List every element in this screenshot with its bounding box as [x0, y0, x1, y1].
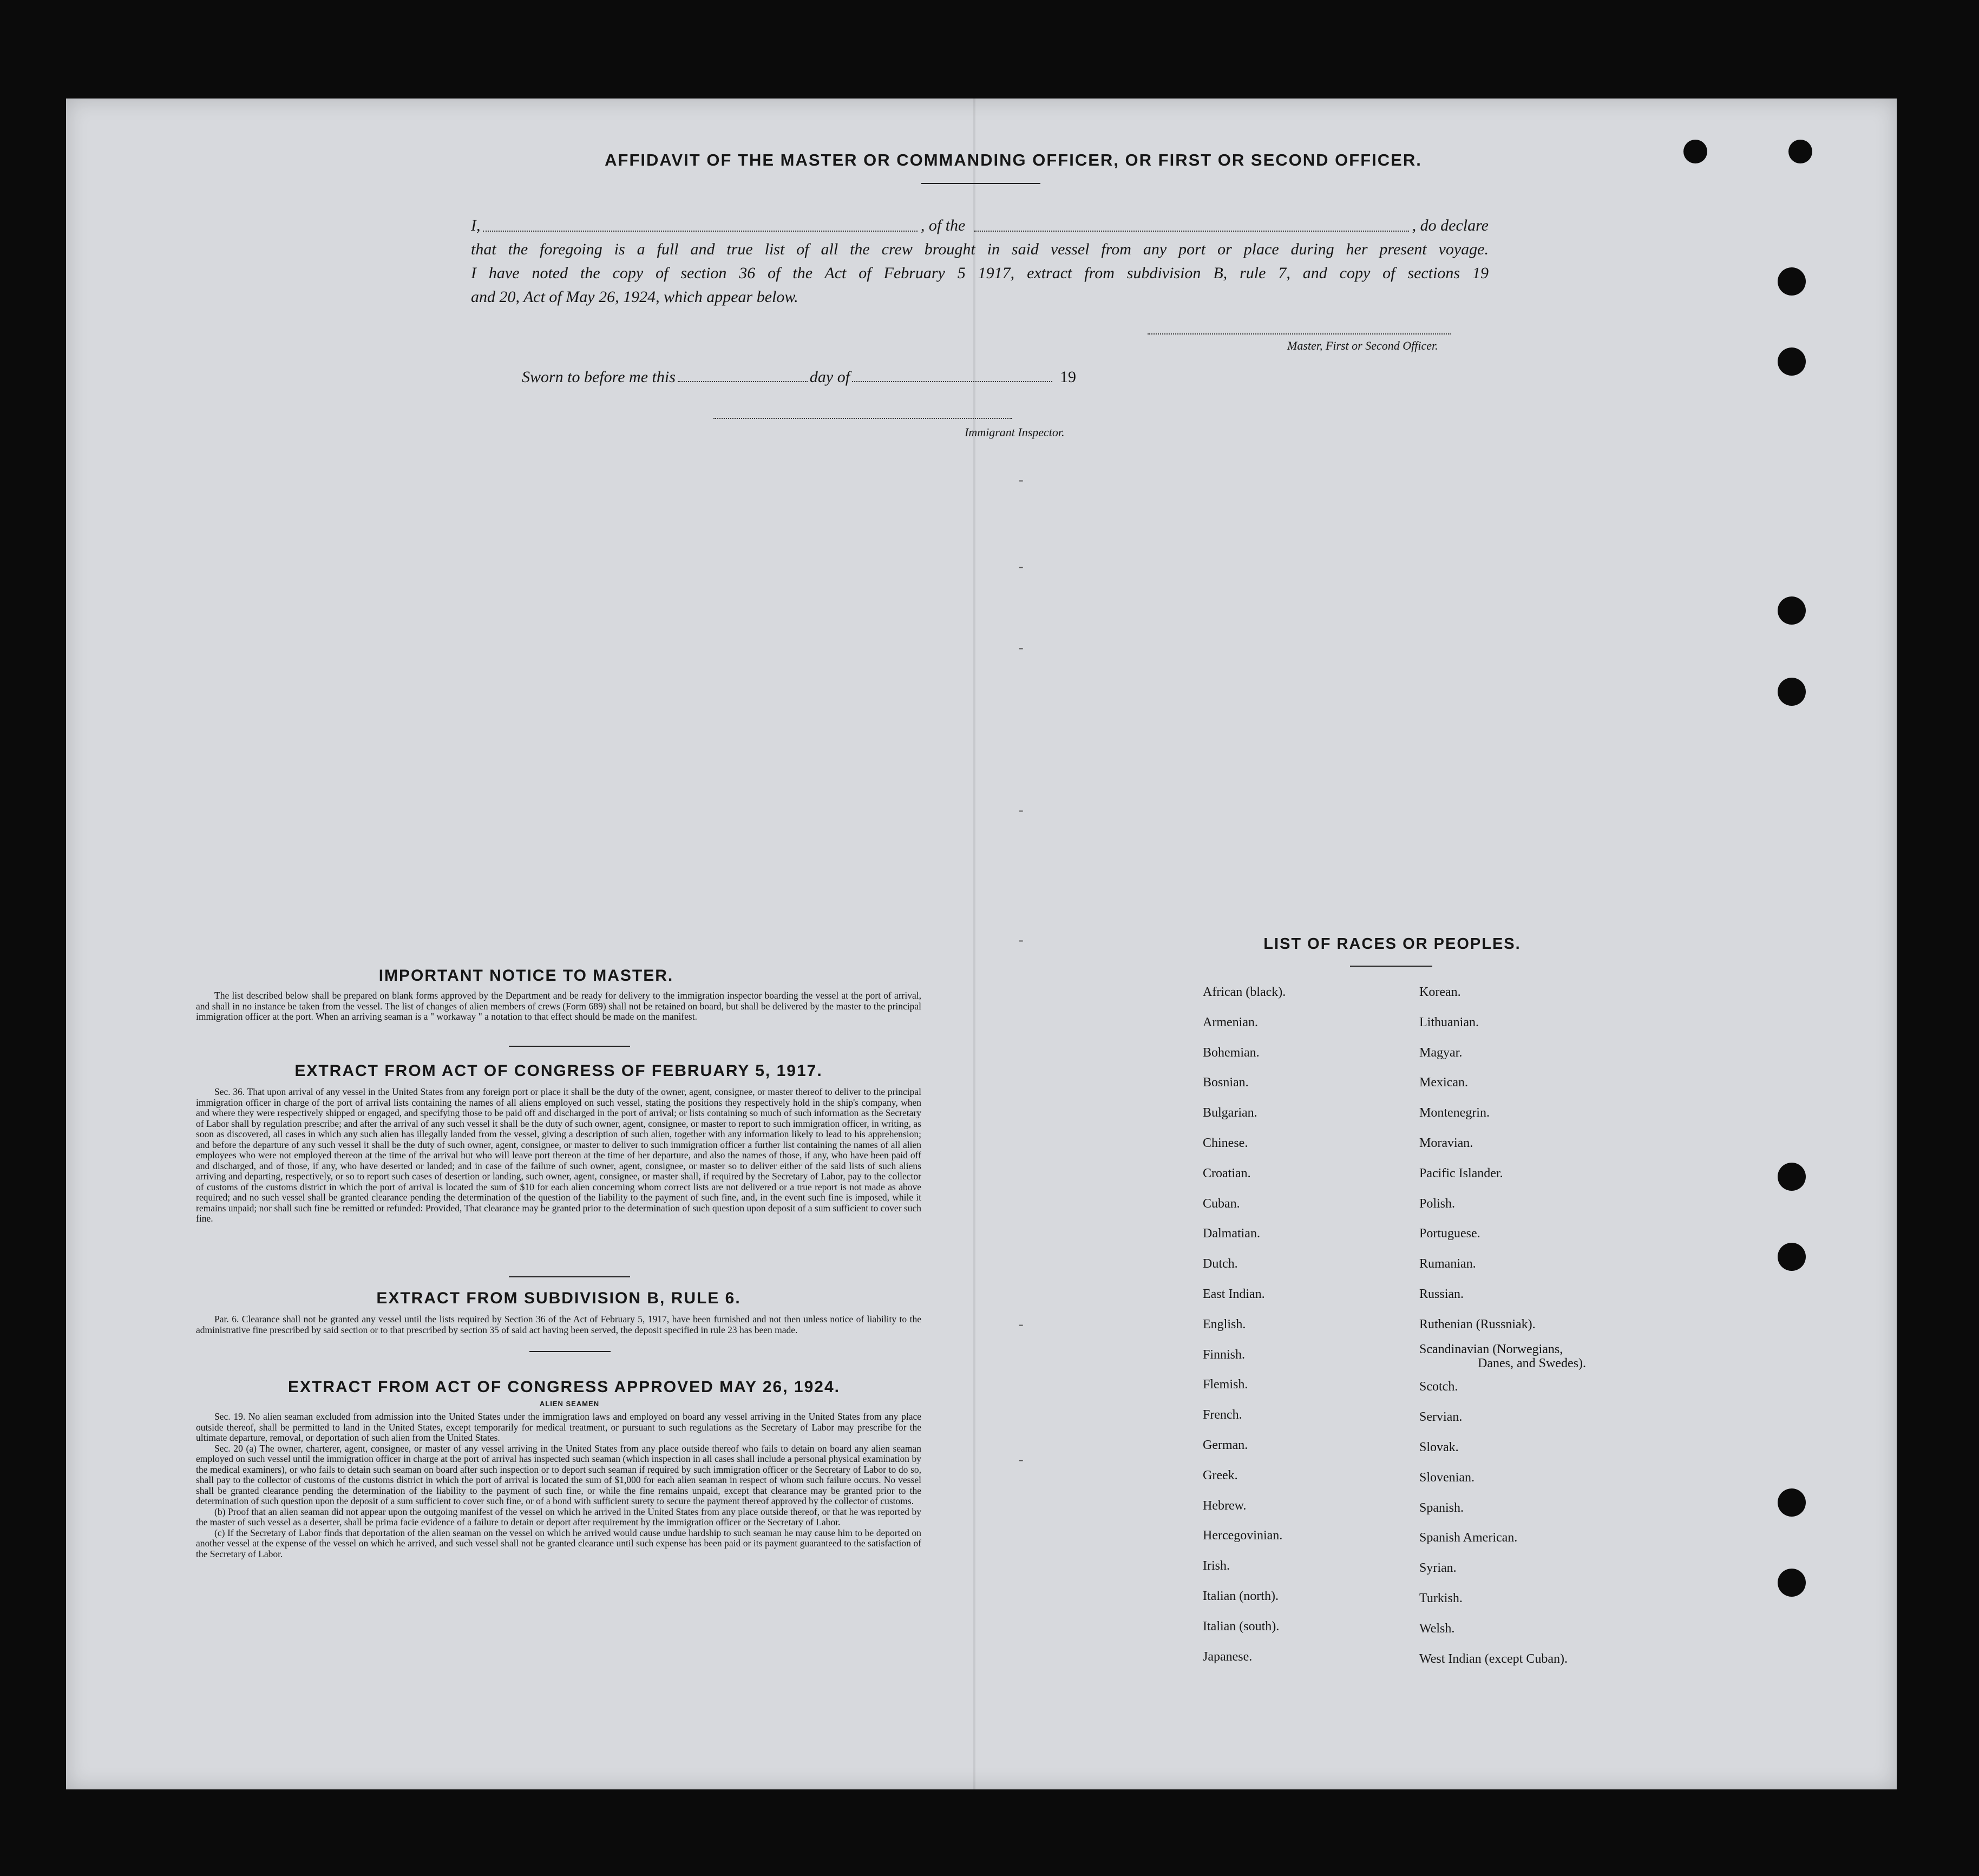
affidavit-line-3: I have noted the copy of section 36 of the Act of February 5 1917, extract from subdivision B, rule 7, and copy of sections 19: [471, 264, 1489, 282]
inspector-signature-line: [713, 418, 1012, 419]
subdivision-heading: EXTRACT FROM SUBDIVISION B, RULE 6.: [376, 1289, 741, 1307]
sworn-to-before: Sworn to before me this: [522, 368, 676, 386]
affidavit-line-4: and 20, Act of May 26, 1924, which appear below.: [471, 288, 798, 306]
affidavit-of-the: , of the: [920, 217, 966, 234]
inspector-caption: Immigrant Inspector.: [965, 425, 1065, 439]
sec-20b-paragraph: (b) Proof that an alien seaman did not appear upon the outgoing manifest of the vessel on which he arrived in the United States from any place outside thereof, or that he was reported by the master of such vessel as a deserter, shall be prima facie evidence of a failure to detain or deport after requirement by the immigration officer or the Secretary of Labor.: [196, 1506, 921, 1527]
race-item: German.: [1203, 1438, 1248, 1452]
race-item: French.: [1203, 1408, 1242, 1422]
scan-mark: -: [1019, 802, 1024, 818]
master-signature-line: [1148, 333, 1451, 334]
punch-hole: [1778, 267, 1806, 296]
scan-mark: -: [1019, 1452, 1024, 1467]
race-item: Japanese.: [1203, 1649, 1253, 1664]
sworn-year: 19: [1060, 368, 1077, 386]
race-item: East Indian.: [1203, 1287, 1265, 1301]
punch-hole: [1778, 1569, 1806, 1597]
affidavit-line-1: [471, 217, 1489, 235]
race-item: Bosnian.: [1203, 1075, 1249, 1090]
extract-1917-paragraph: Sec. 36. That upon arrival of any vessel in the United States from any foreign port or place it shall be the duty of the owner, agent, consignee, or master thereof to deliver to the principal immigration officer in charge of the port of arrival lists containing the names of all aliens employed on such vessel, stating the positions they respectively hold in the ship's company, when and where they were respectively shipped or engaged, and specifying those to be paid off and discharged in the port of arrival; or lists containing so much of such information as the Secretary of Labor shall by regulation prescribe; and after the arrival of any such vessel it shall be the duty of such owner, agent, consignee, or master to report to such immigration officer, in writing, as soon as discovered, all cases in which any such alien has illegally landed from the vessel, giving a description of such alien, together with any information likely to lead to his apprehension; and before the departure of any such vessel it shall be the duty of such owner, agent, consignee, or master to deliver to such immigration officer a further list containing the names of all alien employees who were not employed thereon at the time of the arrival but who will leave port thereon at the time of her departure, and also the names of those, if any, who have been paid off and discharged, and of those, if any, who have deserted or landed; and in case of the failure of such owner, agent, consignee, or master so to deliver either of the said lists of such aliens arriving and departing, respectively, or so to report such cases of desertion or landing, such owner, agent, consignee, or master shall, if required by the Secretary of Labor, pay to the collector of customs of the customs district in which the port of arrival is located the sum of $10 for each alien concerning whom correct lists are not delivered or a true report is not made as above required; and no such vessel shall be granted clearance pending the determination of the question of the liability to the payment of such fine, and, in the event such fine is imposed, while it remains unpaid; nor shall such fine be remitted or refunded: Provided, That clearance may be granted prior to the determination of such question upon deposit of a sum sufficient to cover such fine.: [196, 1086, 921, 1224]
affidavit-heading-rule: [921, 183, 1040, 184]
punch-hole: [1778, 596, 1806, 625]
race-item: Polish.: [1419, 1196, 1456, 1211]
alien-seamen-subheading: ALIEN SEAMEN: [539, 1400, 600, 1408]
race-item: Bohemian.: [1203, 1045, 1260, 1060]
race-item: West Indian (except Cuban).: [1419, 1651, 1568, 1666]
scan-mark: -: [1019, 559, 1024, 574]
race-item: Ruthenian (Russniak).: [1419, 1317, 1536, 1331]
race-item: Hercegovinian.: [1203, 1529, 1283, 1543]
affidavit-heading: AFFIDAVIT OF THE MASTER OR COMMANDING OFFICER, OR FIRST OR SECOND OFFICER.: [605, 150, 1422, 169]
sworn-line: [522, 368, 1166, 386]
punch-hole: [1778, 1243, 1806, 1271]
notice-rule: [509, 1046, 630, 1047]
race-item: Spanish American.: [1419, 1531, 1518, 1545]
race-item: Flemish.: [1203, 1378, 1248, 1392]
scan-mark: -: [1019, 640, 1024, 655]
race-item-multiline: [1419, 1340, 1586, 1373]
race-item: Croatian.: [1203, 1166, 1251, 1180]
race-item: Italian (north).: [1203, 1589, 1279, 1603]
punch-hole: [1778, 1488, 1806, 1517]
notice-heading: IMPORTANT NOTICE TO MASTER.: [378, 967, 674, 985]
sworn-month-blank: [852, 368, 1052, 382]
affidavit-i: I,: [471, 217, 481, 234]
races-heading: LIST OF RACES OR PEOPLES.: [1263, 935, 1521, 953]
scan-mark: -: [1019, 472, 1024, 488]
punch-hole: [1778, 347, 1806, 376]
sworn-day-blank: [678, 368, 808, 382]
races-left-column: [1203, 978, 1286, 1672]
sec-20a-paragraph: Sec. 20 (a) The owner, charterer, agent, consignee, or master of any vessel arriving in the United States from any place outside thereof who fails to detain on board any alien seaman employed on such vessel until the immigration officer in charge at the port of arrival has inspected such seaman (which inspection in all cases shall include a personal physical examination by the medical examiners), or who fails to detain such seaman on board after such inspection or to deport such seaman if required by such immigration officer or the Secretary of Labor to do so, shall pay to the collector of customs of the customs district in which the port of arrival is located the sum of $1,000 for each alien seaman in respect of whom such failure occurs. No vessel shall be granted clearance pending the determination of the liability to the payment of such fine, or while the fine remains unpaid, except that clearance may be granted prior to the determination of such question upon the deposit of a sum sufficient to cover such fine, or of a bond with sufficient surety to secure the payment thereof approved by the collector of customs.: [196, 1442, 921, 1506]
race-item: Scandinavian (Norwegians,: [1419, 1342, 1563, 1356]
race-item: Portuguese.: [1419, 1226, 1480, 1241]
punch-hole: [1778, 1163, 1806, 1191]
scan-mark: -: [1019, 1316, 1024, 1332]
punch-hole: [1788, 140, 1812, 163]
race-item: Mexican.: [1419, 1075, 1468, 1090]
race-item: Cuban.: [1203, 1196, 1240, 1211]
subdivision-paragraph: Par. 6. Clearance shall not be granted any vessel until the lists required by Section 36 of the Act of February 5, 1917, have been furnished and not then unless notice of liability to the administrative fine prescribed by said section or to that prescribed by section 35 of said act having been served, the deposit specified in rule 23 has been made.: [196, 1314, 921, 1335]
race-item: Magyar.: [1419, 1045, 1463, 1060]
race-item: Syrian.: [1419, 1561, 1457, 1576]
race-item: Moravian.: [1419, 1136, 1473, 1150]
punch-hole: [1778, 678, 1806, 706]
sworn-day-of: day of: [809, 368, 850, 386]
sec-20c-paragraph: (c) If the Secretary of Labor finds that deportation of the alien seaman on the vessel on which he arrived would cause undue hardship to such seaman he may cause him to be deported on another vessel at the expense of the vessel on which he arrived, and such vessel shall not be granted clearance until such expense has been paid or its payment guaranteed to the satisfaction of the Secretary of Labor.: [196, 1527, 921, 1559]
extract-1917-heading: EXTRACT FROM ACT OF CONGRESS OF FEBRUARY 5, 1917.: [294, 1062, 823, 1080]
document-sheet: [66, 99, 1897, 1789]
race-item: Hebrew.: [1203, 1498, 1247, 1513]
extract-1924-body: [196, 1412, 921, 1559]
race-item: Dalmatian.: [1203, 1226, 1260, 1241]
notice-paragraph: The list described below shall be prepared on blank forms approved by the Department and be ready for delivery to the immigration inspector boarding the vessel at the port of arrival, and shall in no instance be taken from the vessel. The list of changes of alien members of crews (Form 689) shall not be retained on board, but shall be delivered by the master to the principal immigration officer at the port. When an arriving seaman is a " workaway " a notation to that effect should be made on the manifest.: [196, 990, 921, 1022]
race-item: Servian.: [1419, 1410, 1463, 1425]
extract-1924-heading: EXTRACT FROM ACT OF CONGRESS APPROVED MAY 26, 1924.: [288, 1378, 840, 1396]
race-item: Welsh.: [1419, 1621, 1455, 1636]
race-item: Slovenian.: [1419, 1470, 1475, 1485]
affidavit-vessel-blank: [974, 217, 1408, 232]
affidavit-do-declare: , do declare: [1412, 217, 1489, 234]
race-item: Rumanian.: [1419, 1257, 1476, 1271]
race-item: Russian.: [1419, 1287, 1464, 1301]
race-item: Italian (south).: [1203, 1619, 1280, 1634]
scan-mark: -: [1019, 932, 1024, 948]
races-right-column: [1419, 978, 1586, 1674]
race-item: Armenian.: [1203, 1015, 1258, 1029]
notice-body: [196, 991, 921, 1022]
subdivision-rule: [529, 1351, 611, 1352]
race-item: Lithuanian.: [1419, 1015, 1479, 1029]
race-item-continuation: Danes, and Swedes).: [1478, 1356, 1586, 1370]
races-heading-rule: [1350, 966, 1432, 967]
race-item: Greek.: [1203, 1468, 1238, 1483]
race-item: Spanish.: [1419, 1500, 1464, 1515]
extract-1917-body: [196, 1087, 921, 1224]
race-item: Korean.: [1419, 985, 1461, 999]
race-item: English.: [1203, 1317, 1246, 1331]
race-item: Montenegrin.: [1419, 1106, 1490, 1120]
race-item: Slovak.: [1419, 1440, 1459, 1454]
sec-19-paragraph: Sec. 19. No alien seaman excluded from admission into the United States under the immigration laws and employed on board any vessel arriving in the United States from any place outside thereof, shall be permitted to land in the United States, except temporarily for medical treatment, or pursuant to such regulations as the Secretary of Labor may prescribe for the ultimate departure, removal, or deportation of such alien from the United States.: [196, 1411, 921, 1443]
race-item: African (black).: [1203, 985, 1286, 999]
race-item: Finnish.: [1203, 1347, 1246, 1362]
punch-hole: [1683, 140, 1707, 163]
race-item: Dutch.: [1203, 1257, 1238, 1271]
race-item: Chinese.: [1203, 1136, 1248, 1150]
affidavit-line-2: that the foregoing is a full and true list of all the crew brought in said vessel from any port or place during her present voyage.: [471, 240, 1489, 258]
race-item: Turkish.: [1419, 1591, 1463, 1605]
master-signature-caption: Master, First or Second Officer.: [1287, 339, 1438, 352]
extract-1917-rule: [509, 1276, 630, 1277]
race-item: Irish.: [1203, 1559, 1230, 1573]
race-item: Bulgarian.: [1203, 1106, 1257, 1120]
affidavit-name-blank: [483, 217, 918, 232]
race-item: Pacific Islander.: [1419, 1166, 1503, 1180]
subdivision-body: [196, 1314, 921, 1335]
race-item: Scotch.: [1419, 1380, 1458, 1394]
center-fold: [973, 99, 975, 1789]
